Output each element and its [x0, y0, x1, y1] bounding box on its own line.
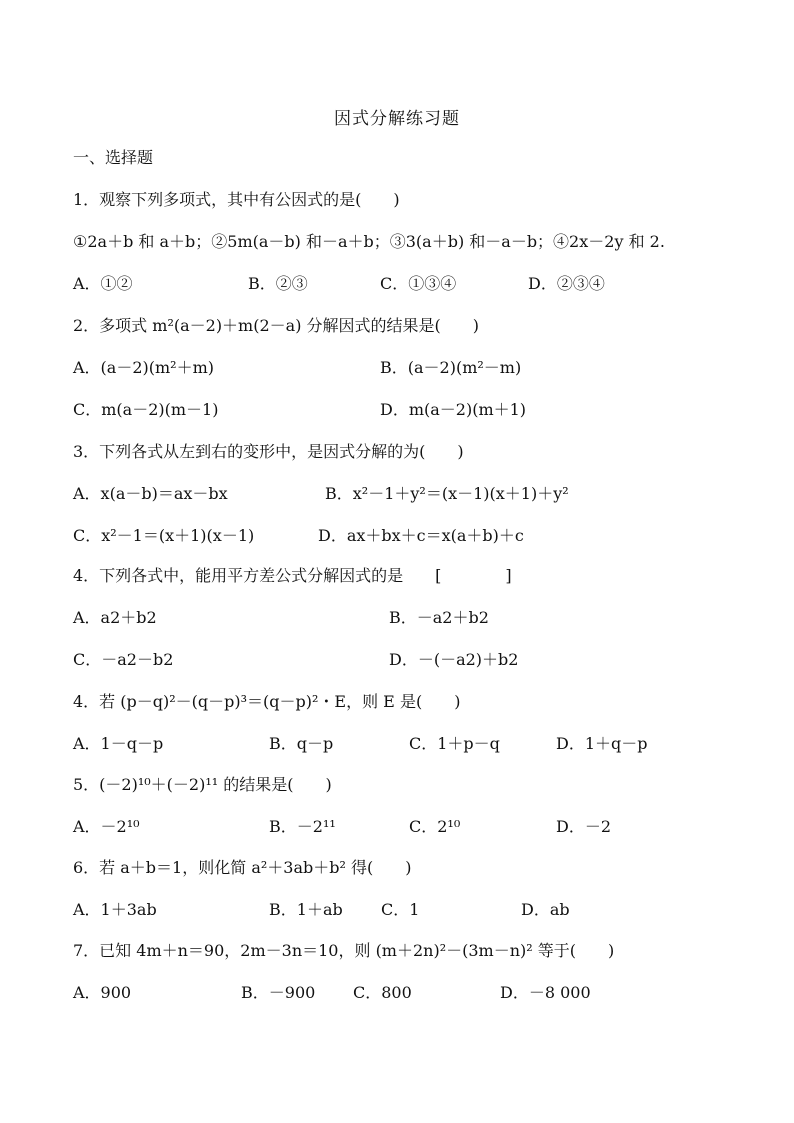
- option-c: C．x²－1＝(x＋1)(x－1): [73, 526, 255, 545]
- option-b: B．－2¹¹: [269, 817, 336, 836]
- question-5-options: [73, 813, 763, 841]
- option-d: D．－(－a2)＋b2: [389, 650, 519, 669]
- question-7-stem: 7．已知 4m＋n＝90，2m－3n＝10，则 (m＋2n)²－(3m－n)² 等于( ): [73, 941, 615, 960]
- option-b: B．(a－2)(m²－m): [380, 358, 522, 377]
- option-c: C．800: [353, 983, 412, 1002]
- option-a: A．－2¹⁰: [73, 817, 140, 836]
- question-3-stem: 3．下列各式从左到右的变形中，是因式分解的为( ): [73, 442, 464, 461]
- question-4a-stem: 4．下列各式中，能用平方差公式分解因式的是 [ ]: [73, 566, 512, 585]
- page-title: 因式分解练习题: [334, 109, 460, 129]
- option-a: A．1＋3ab: [73, 900, 157, 919]
- option-a: A．1－q－p: [73, 734, 164, 753]
- question-6-stem: 6．若 a＋b＝1，则化简 a²＋3ab＋b² 得( ): [73, 858, 412, 877]
- question-6-options: [73, 896, 763, 924]
- question-2-stem: 2．多项式 m²(a－2)＋m(2－a) 分解因式的结果是( ): [73, 316, 480, 335]
- question-1-options: [73, 270, 763, 298]
- question-3-options-row1: [73, 480, 763, 508]
- option-d: D．②③④: [528, 274, 605, 293]
- option-d: D．－8 000: [500, 983, 591, 1002]
- option-b: B．q－p: [269, 734, 334, 753]
- option-c: C．1＋p－q: [409, 734, 500, 753]
- question-3-options-row2: [73, 522, 763, 550]
- option-d: D．ab: [521, 900, 570, 919]
- option-b: B．②③: [248, 274, 308, 293]
- option-a: A．900: [73, 983, 132, 1002]
- option-d: D．m(a－2)(m＋1): [380, 400, 527, 419]
- option-a: A．①②: [73, 274, 133, 293]
- option-c: C．1: [381, 900, 420, 919]
- question-4a-options-row1: [73, 604, 763, 632]
- question-2-options-row2: [73, 396, 763, 424]
- question-4b-options: [73, 730, 763, 758]
- question-1-stem: 1．观察下列多项式，其中有公因式的是( ): [73, 190, 400, 209]
- option-b: B．－900: [241, 983, 316, 1002]
- option-b: B．1＋ab: [269, 900, 343, 919]
- option-c: C．m(a－2)(m－1): [73, 400, 219, 419]
- option-c: C．①③④: [380, 274, 457, 293]
- question-2-options-row1: [73, 354, 763, 382]
- option-b: B．－a2＋b2: [389, 608, 489, 627]
- option-a: A．(a－2)(m²＋m): [73, 358, 215, 377]
- option-d: D．ax＋bx＋c＝x(a＋b)＋c: [318, 526, 524, 545]
- question-5-stem: 5．(－2)¹⁰＋(－2)¹¹ 的结果是( ): [73, 775, 332, 794]
- option-a: A．x(a－b)＝ax－bx: [73, 484, 228, 503]
- question-7-options: [73, 979, 763, 1007]
- option-c: C．－a2－b2: [73, 650, 174, 669]
- option-d: D．1＋q－p: [556, 734, 648, 753]
- option-a: A．a2＋b2: [73, 608, 157, 627]
- question-1-items: ①2a＋b 和 a＋b；②5m(a－b) 和－a＋b；③3(a＋b) 和－a－b；④2x－2y 和 2.: [73, 232, 665, 251]
- option-b: B．x²－1＋y²＝(x－1)(x＋1)＋y²: [325, 484, 569, 503]
- section-heading: 一、选择题: [73, 148, 154, 167]
- option-c: C．2¹⁰: [409, 817, 461, 836]
- question-4b-stem: 4．若 (p－q)²－(q－p)³＝(q－p)²・E，则 E 是( ): [73, 692, 461, 711]
- option-d: D．－2: [556, 817, 612, 836]
- question-4a-options-row2: [73, 646, 763, 674]
